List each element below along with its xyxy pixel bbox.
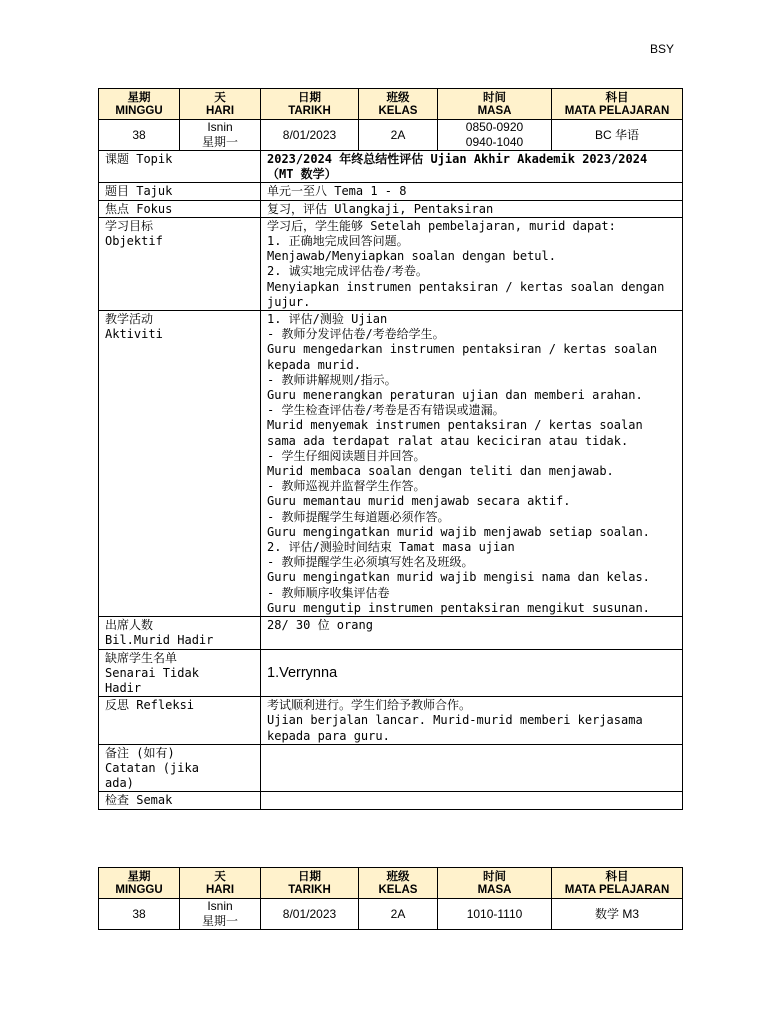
tarikh-value: 8/01/2023 <box>261 120 359 151</box>
row-tajuk <box>99 183 683 200</box>
label-semak: 检查 Semak <box>99 792 261 809</box>
content-objektif: 学习后，学生能够 Setelah pembelajaran, murid dapat: 1. 正确地完成回答问题。 Menjawab/Menyiapkan soalan dengan betul. 2. 诚实地完成评估卷/考卷。 Menyiapkan instrumen pentaksiran / kertas soalan dengan jujur. <box>261 217 683 310</box>
lesson-plan-table-2 <box>98 867 683 930</box>
row-topik <box>99 151 683 183</box>
content-semak <box>261 792 683 809</box>
row-hadir <box>99 617 683 649</box>
content-tidak-hadir: 1.Verrynna <box>261 649 683 697</box>
label-fokus: 焦点 Fokus <box>99 200 261 217</box>
header-mata-pelajaran: 科目 MATA PELAJARAN <box>552 868 683 899</box>
subjek-value: BC 华语 <box>552 120 683 151</box>
content-catatan <box>261 744 683 792</box>
hari-value: Isnin 星期一 <box>180 120 261 151</box>
header-tarikh: 日期 TARIKH <box>261 89 359 120</box>
header-masa: 时间 MASA <box>438 89 552 120</box>
kelas-value: 2A <box>359 899 438 930</box>
subjek-value: 数学 M3 <box>552 899 683 930</box>
row-tidak-hadir <box>99 649 683 697</box>
row-fokus <box>99 200 683 217</box>
row-refleksi <box>99 697 683 745</box>
lesson-info-row <box>99 120 683 151</box>
minggu-value: 38 <box>99 120 180 151</box>
label-tidak-hadir: 缺席学生名单 Senarai Tidak Hadir <box>99 649 261 697</box>
header-hari: 天 HARI <box>180 89 261 120</box>
header-minggu: 星期 MINGGU <box>99 89 180 120</box>
content-hadir: 28/ 30 位 orang <box>261 617 683 649</box>
label-catatan: 备注 (如有) Catatan (jika ada) <box>99 744 261 792</box>
label-aktiviti: 教学活动 Aktiviti <box>99 311 261 617</box>
label-hadir: 出席人数 Bil.Murid Hadir <box>99 617 261 649</box>
masa-value: 1010-1110 <box>438 899 552 930</box>
label-topik: 课题 Topik <box>99 151 261 183</box>
header-kelas: 班级 KELAS <box>359 89 438 120</box>
content-aktiviti: 1. 评估/测验 Ujian - 教师分发评估卷/考卷给学生。 Guru mengedarkan instrumen pentaksiran / kertas soalan kepada murid. - 教师讲解规则/指示。 Guru menerangkan peraturan ujian dan memberi arahan. - 学生检查评估卷/考卷是否有错误或遗漏。 Murid menyemak instrumen pentaksiran / kertas soalan sama ada terdapat ralat atau keciciran atau tidak. - 学生仔细阅读题目并回答。 Murid membaca soalan dengan teliti dan menjawab. - 教师巡视并监督学生作答。 Guru memantau murid menjawab secara aktif. - 教师提醒学生每道题必须作答。 Guru mengingatkan murid wajib menjawab setiap soalan. 2. 评估/测验时间结束 Tamat masa ujian - 教师提醒学生必须填写姓名及班级。 Guru mengingatkan murid wajib mengisi nama dan kelas. - 教师顺序收集评估卷 Guru mengutip instrumen pentaksiran mengikut susunan. <box>261 311 683 617</box>
content-tajuk: 单元一至八 Tema 1 - 8 <box>261 183 683 200</box>
header-kelas: 班级 KELAS <box>359 868 438 899</box>
header-masa: 时间 MASA <box>438 868 552 899</box>
kelas-value: 2A <box>359 120 438 151</box>
header-hari: 天 HARI <box>180 868 261 899</box>
header-row <box>99 89 683 120</box>
content-fokus: 复习，评估 Ulangkaji, Pentaksiran <box>261 200 683 217</box>
content-refleksi: 考试顺利进行。学生们给予教师合作。 Ujian berjalan lancar. Murid-murid memberi kerjasama kepada para guru. <box>261 697 683 745</box>
hari-value: Isnin 星期一 <box>180 899 261 930</box>
row-catatan <box>99 744 683 792</box>
row-aktiviti <box>99 311 683 617</box>
header-row-2 <box>99 868 683 899</box>
masa-value: 0850-0920 0940-1040 <box>438 120 552 151</box>
header-tarikh: 日期 TARIKH <box>261 868 359 899</box>
label-tajuk: 题目 Tajuk <box>99 183 261 200</box>
minggu-value: 38 <box>99 899 180 930</box>
page-initials: BSY <box>649 42 674 56</box>
header-minggu: 星期 MINGGU <box>99 868 180 899</box>
lesson-plan-table-1 <box>98 88 683 810</box>
content-topik: 2023/2024 年终总结性评估 Ujian Akhir Akademik 2023/2024 （MT 数学） <box>261 151 683 183</box>
row-semak <box>99 792 683 809</box>
header-mata-pelajaran: 科目 MATA PELAJARAN <box>552 89 683 120</box>
row-objektif <box>99 217 683 310</box>
tarikh-value: 8/01/2023 <box>261 899 359 930</box>
label-refleksi: 反思 Refleksi <box>99 697 261 745</box>
lesson-info-row-2 <box>99 899 683 930</box>
label-objektif: 学习目标 Objektif <box>99 217 261 310</box>
